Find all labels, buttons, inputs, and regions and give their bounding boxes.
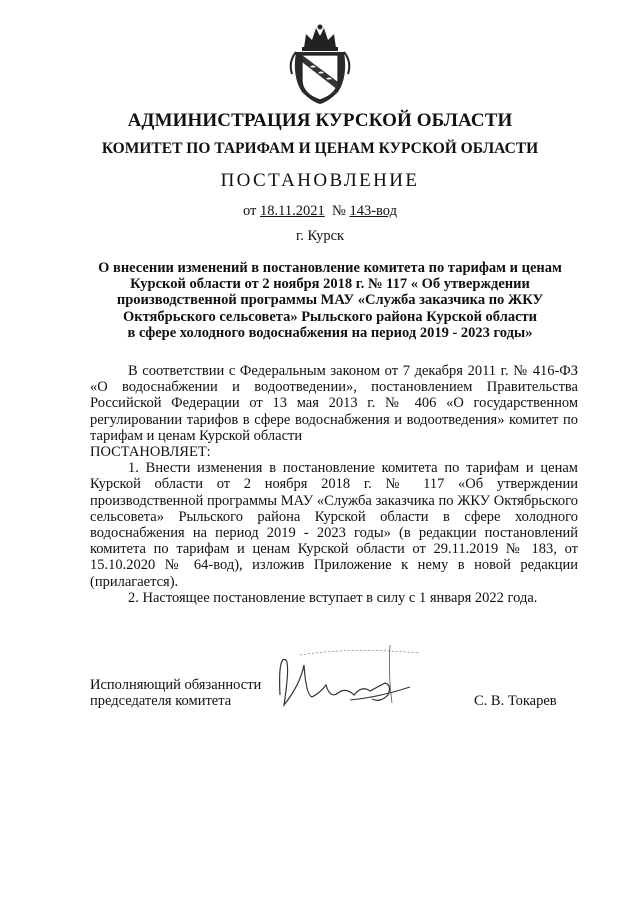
subject-line: производственной программы МАУ «Служба заказчика по ЖКУ: [116, 292, 544, 309]
administration-title: АДМИНИСТРАЦИЯ КУРСКОЙ ОБЛАСТИ: [127, 110, 513, 131]
position-line: Исполняющий обязанности: [90, 677, 262, 693]
kursk-coat-of-arms-icon: [288, 22, 352, 106]
item-2-paragraph: 2. Настоящее постановление вступает в силу с 1 января 2022 года.: [128, 589, 538, 606]
number-prefix: №: [331, 203, 346, 219]
subject-line: Октябрьского сельсовета» Рыльского района Курской области: [122, 308, 537, 325]
date-prefix: от: [242, 203, 257, 219]
document-date: 18.11.2021: [260, 203, 325, 219]
document-body: [90, 363, 578, 606]
position-line: председателя комитета: [90, 693, 232, 710]
document-number: 143-вод: [349, 203, 397, 219]
subject-line: Курской области от 2 ноября 2018 г. № 117 « Об утверждении: [130, 276, 530, 293]
signer-position: [90, 677, 261, 709]
document-subject: [90, 260, 570, 341]
subject-line: в сфере холодного водоснабжения на период 2019 - 2023 годы»: [127, 324, 533, 341]
signer-name: С. В. Токарев: [474, 693, 557, 709]
document-type: ПОСТАНОВЛЕНИЕ: [220, 170, 420, 191]
resolves-word: ПОСТАНОВЛЯЕТ:: [90, 444, 211, 461]
item-1-paragraph: 1. Внести изменения в постановление комитета по тарифам и ценам Курской области от 2 ноября 2018 г. № 117 «Об утверждении производственной программы МАУ «Служба заказчика по ЖКУ Октябрьского сельсовета» Рыльского района Курской области в сфере холодного водоснабжения на период 2019 - 2023 годы» (в редакции постановлений комитета по тарифам и ценам Курской области от 29.11.2019 № 183, от 15.10.2020 № 64-вод), изложив Приложение к нему в новой редакции (прилагается).: [90, 460, 578, 590]
date-and-number: [0, 203, 640, 220]
handwritten-signature: [260, 625, 440, 725]
subject-line: О внесении изменений в постановление комитета по тарифам и ценам: [98, 260, 562, 276]
committee-title: КОМИТЕТ ПО ТАРИФАМ И ЦЕНАМ КУРСКОЙ ОБЛАСТИ: [101, 140, 539, 157]
preamble-paragraph: В соответствии с Федеральным законом от 7 декабря 2011 г. № 416-ФЗ «О водоснабжении и водоотведении», постановлением Правительства Российской Федерации от 13 мая 2013 г. № 406 «О государственном регулировании тарифов в сфере водоснабжения и водоотведения» комитет по тарифам и ценам Курской области: [90, 363, 578, 444]
city: г. Курск: [295, 228, 345, 244]
